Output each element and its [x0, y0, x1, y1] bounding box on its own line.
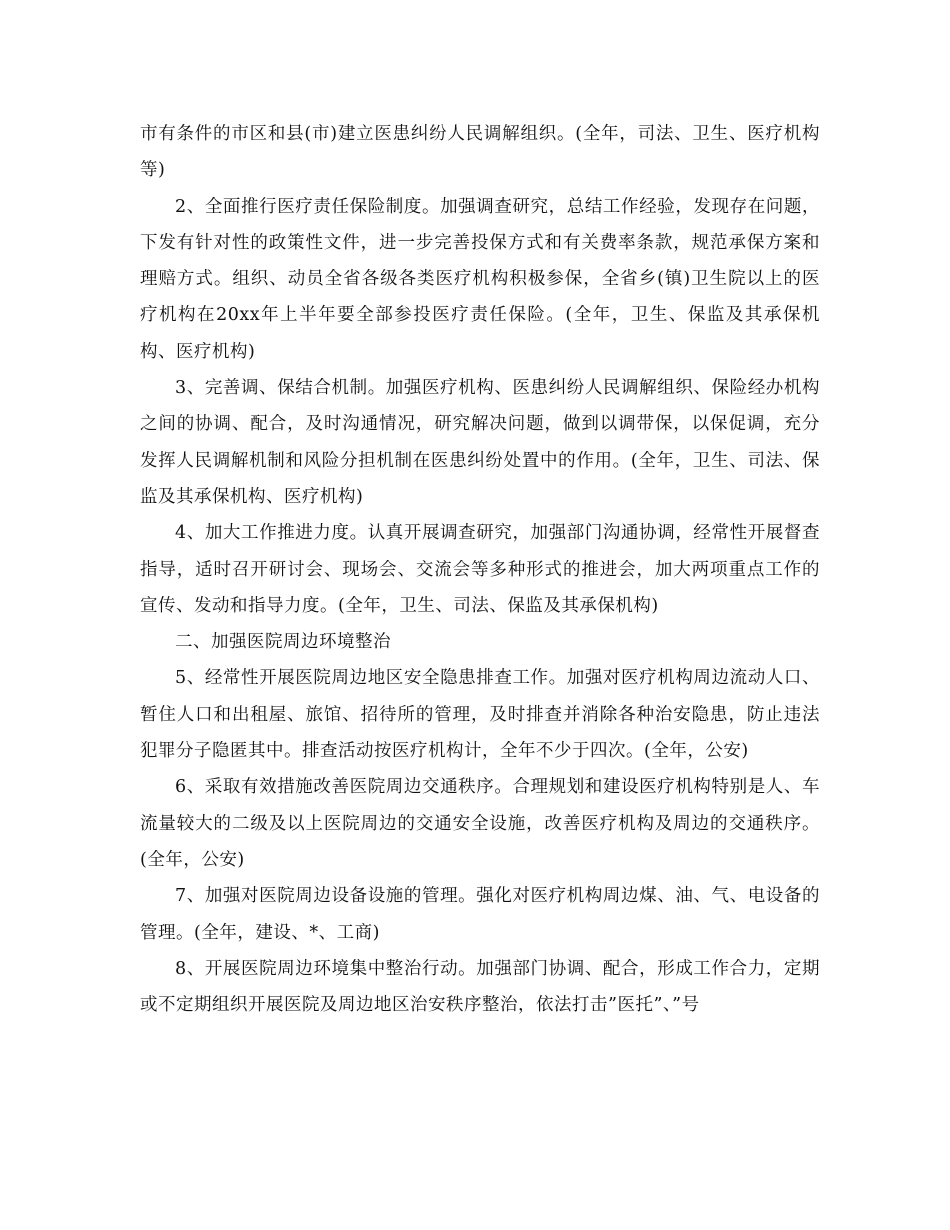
- document-body: [140, 116, 820, 1023]
- paragraph-2: 2、全面推行医疗责任保险制度。加强调查研究，总结工作经验，发现存在问题，下发有针对性的政策性文件，进一步完善投保方式和有关费率条款，规范承保方案和理赔方式。组织、动员全省各级各类医疗机构积极参保，全省乡(镇)卫生院以上的医疗机构在20xx年上半年要全部参投医疗责任保险。(全年，卫生、保监及其承保机构、医疗机构): [140, 196, 820, 362]
- paragraph-4: 4、加大工作推进力度。认真开展调查研究，加强部门沟通协调，经常性开展督查指导，适时召开研讨会、现场会、交流会等多种形式的推进会，加大两项重点工作的宣传、发动和指导力度。(全年，卫生、司法、保监及其承保机构): [140, 523, 820, 616]
- paragraph-1: 市有条件的市区和县(市)建立医患纠纷人民调解组织。(全年，司法、卫生、医疗机构等): [140, 124, 820, 181]
- paragraph-5: 5、经常性开展医院周边地区安全隐患排查工作。加强对医疗机构周边流动人口、暂住人口和出租屋、旅馆、招待所的管理，及时排查并消除各种治安隐患，防止违法犯罪分子隐匿其中。排查活动按医疗机构计，全年不少于四次。(全年，公安): [140, 668, 820, 762]
- paragraph-6: 6、采取有效措施改善医院周边交通秩序。合理规划和建设医疗机构特别是人、车流量较大的二级及以上医院周边的交通安全设施，改善医疗机构及周边的交通秩序。(全年，公安): [140, 777, 820, 870]
- paragraph-3: 3、完善调、保结合机制。加强医疗机构、医患纠纷人民调解组织、保险经办机构之间的协调、配合，及时沟通情况，研究解决问题，做到以调带保，以保促调，充分发挥人民调解机制和风险分担机制在医患纠纷处置中的作用。(全年，卫生、司法、保监及其承保机构、医疗机构): [140, 378, 820, 507]
- paragraph-7: 7、加强对医院周边设备设施的管理。强化对医疗机构周边煤、油、气、电设备的管理。(全年，建设、*、工商): [140, 886, 820, 943]
- paragraph-8: 8、开展医院周边环境集中整治行动。加强部门协调、配合，形成工作合力，定期或不定期组织开展医院及周边地区治安秩序整治，依法打击”医托”、”号: [140, 958, 820, 1016]
- section-heading: 二、加强医院周边环境整治: [175, 632, 391, 653]
